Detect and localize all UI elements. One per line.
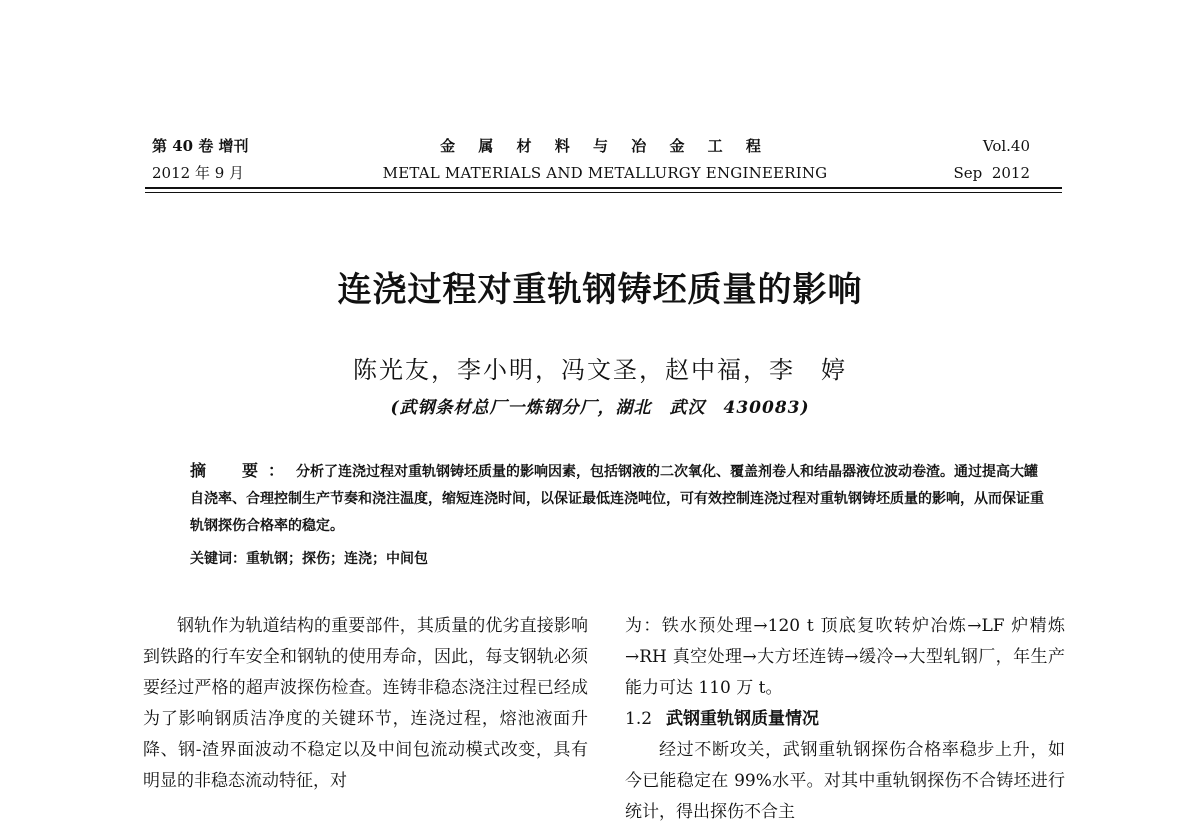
affiliation: (武钢条材总厂一炼钢分厂，湖北 武汉 430083) [390, 398, 810, 418]
abstract-label: 摘 要： [190, 461, 295, 480]
section-number: 1.2 [625, 709, 653, 729]
abstract [190, 457, 1050, 540]
section-title: 武钢重轨钢质量情况 [666, 709, 820, 729]
body-column-left [143, 611, 588, 797]
header-issue: 第 40 卷 增刊 [152, 137, 249, 155]
body-col2-paragraph: 经过不断攻关，武钢重轨钢探伤合格率稳步上升，如今已能稳定在 99%水平。对其中重轨钢探伤不合铸坯进行统计，得出探伤不合主 [625, 740, 1065, 822]
header-right [905, 133, 1030, 187]
body-col2: 为：铁水预处理→120 t 顶底复吹转炉冶炼→LF 炉精炼→RH 真空处理→大方坯连铸→缓冷→大型轧钢厂，年生产能力可达 110 万 t。 [625, 616, 1065, 698]
header-rule-thick [145, 187, 1062, 189]
body-col1: 钢轨作为轨道结构的重要部件，其质量的优劣直接影响到铁路的行车安全和钢轨的使用寿命，因此，每支钢轨必须要经过严格的超声波探伤检查。连铸非稳态浇注过程已经成为了影响钢质洁净度的关键环节，连浇过程，熔池液面升降、钢-渣界面波动不稳定以及中间包流动模式改变，具有明显的非稳态流动特征，对 [143, 616, 588, 791]
header-journal-cn: 金 属 材 料 与 冶 金 工 程 [440, 137, 770, 155]
authors: 陈光友，李小明，冯文圣，赵中福，李 婷 [353, 356, 847, 384]
header-volume: Vol.40 [982, 137, 1030, 155]
title: 连浇过程对重轨钢铸坯质量的影响 [337, 270, 863, 310]
header-journal-en: METAL MATERIALS AND METALLURGY ENGINEERING [382, 164, 828, 182]
keywords [190, 546, 1050, 573]
abstract-text: 分析了连浇过程对重轨钢铸坯质量的影响因素，包括钢液的二次氧化、覆盖剂卷人和结晶器液位波动卷渣。通过提高大罐自浇率、合理控制生产节奏和浇注温度，缩短连浇时间，以保证最低连浇吨位，可有效控制连浇过程对重轨钢铸坯质量的影响，从而保证重轨钢探伤合格率的稳定。 [190, 464, 1044, 534]
keywords-text: 重轨钢；探伤；连浇；中间包 [246, 551, 428, 567]
section-heading [625, 704, 1065, 735]
body-column-right [625, 611, 1065, 828]
header-date-cn: 2012 年 9 月 [152, 164, 245, 182]
header-date-en: Sep 2012 [953, 164, 1030, 182]
header-rule-thin [145, 192, 1062, 193]
keywords-label: 关键词： [190, 551, 246, 567]
header-left [152, 133, 302, 187]
header-center [340, 133, 870, 187]
